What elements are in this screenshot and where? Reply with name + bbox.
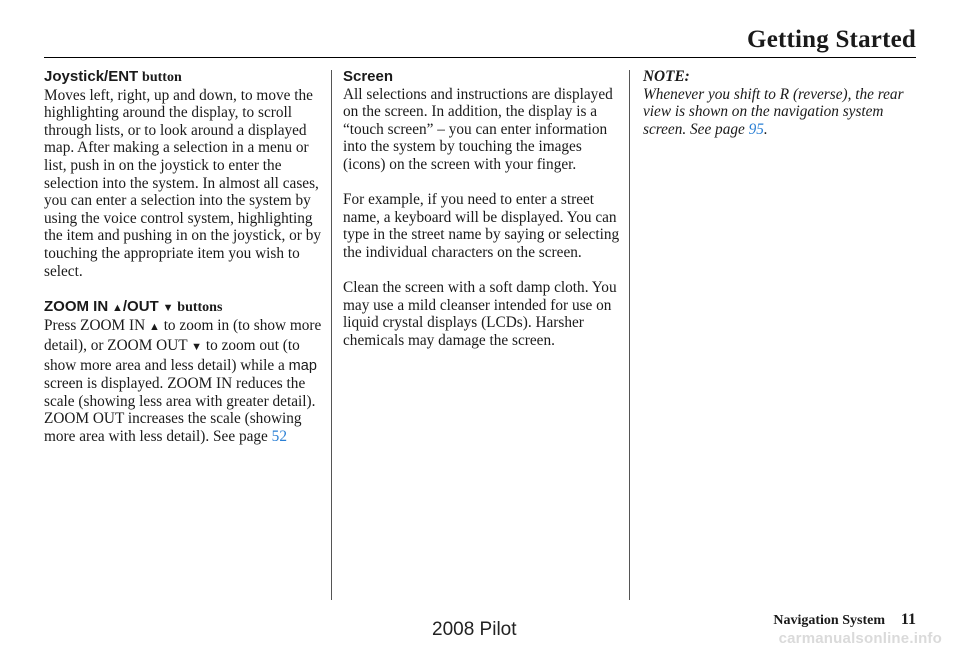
site-watermark: carmanualsonline.info	[778, 630, 942, 647]
screen-paragraph-2: For example, if you need to enter a street name, a keyboard will be displayed. You can type in the street name by saying or selecting the individual characters on the screen.	[343, 191, 620, 261]
joystick-heading	[44, 68, 329, 87]
zoom-heading-in: ZOOM IN	[44, 297, 109, 315]
triangle-down-icon: ▼	[162, 301, 174, 314]
column-2	[343, 68, 623, 350]
zoom-text-4: screen is displayed. ZOOM IN reduces the scale (showing less area with greater detail). ZOOM OUT increases the scale (showing more area with less detail). See page	[44, 375, 316, 445]
triangle-up-icon: ▲	[112, 301, 123, 314]
zoom-heading-suffix: buttons	[177, 299, 223, 315]
zoom-heading-out: /OUT	[122, 297, 159, 315]
map-word: map	[288, 357, 317, 374]
joystick-heading-label: Joystick/ENT	[44, 68, 139, 85]
page-number: 11	[900, 611, 916, 628]
zoom-body	[44, 317, 329, 445]
page-title: Getting Started	[747, 26, 916, 53]
page-link-52[interactable]: 52	[271, 427, 287, 445]
screen-paragraph-1: All selections and instructions are displayed on the screen. In addition, the display is a “touch screen” – you can enter information into the system by touching the images (icons) on the screen with your finger.	[343, 85, 613, 173]
zoom-text-1: Press ZOOM IN	[44, 317, 146, 335]
page-link-95[interactable]: 95	[748, 120, 764, 138]
model-watermark: 2008 Pilot	[432, 619, 517, 640]
note-text: Whenever you shift to R (reverse), the rear view is shown on the navigation system screen. See page	[643, 85, 904, 138]
zoom-text-2: to zoom in (to show more detail), or ZOOM OUT	[44, 317, 322, 354]
footer-section: Navigation System	[773, 613, 885, 628]
screen-heading: Screen	[343, 68, 394, 85]
triangle-up-icon: ▲	[148, 321, 160, 334]
zoom-heading	[44, 298, 329, 318]
joystick-heading-suffix: button	[142, 70, 182, 85]
joystick-body: Moves left, right, up and down, to move the highlighting around the display, to scroll through lists, or to look around a displayed map. After making a selection in a menu or list, push in on the joystick to enter the selection into the system. In almost all cases, you can enter a selection into the system by using the voice control system, highlighting the item and pushing in on the joystick, or by touching the appropriate item you wish to select.	[44, 86, 322, 280]
triangle-down-icon: ▼	[191, 340, 203, 353]
column-divider	[331, 70, 332, 600]
column-3	[643, 68, 918, 138]
column-1	[44, 68, 329, 445]
column-divider	[629, 70, 630, 600]
screen-paragraph-3: Clean the screen with a soft damp cloth. You may use a mild cleanser intended for use on liquid crystal displays (LCDs). Harsher chemicals may damage the screen.	[343, 279, 617, 349]
note-period: .	[763, 120, 768, 138]
header-rule	[44, 57, 916, 58]
note-label: NOTE:	[643, 68, 690, 85]
zoom-text-3: to zoom out (to show more area and less detail) while a	[44, 336, 300, 374]
note-body	[643, 86, 918, 139]
